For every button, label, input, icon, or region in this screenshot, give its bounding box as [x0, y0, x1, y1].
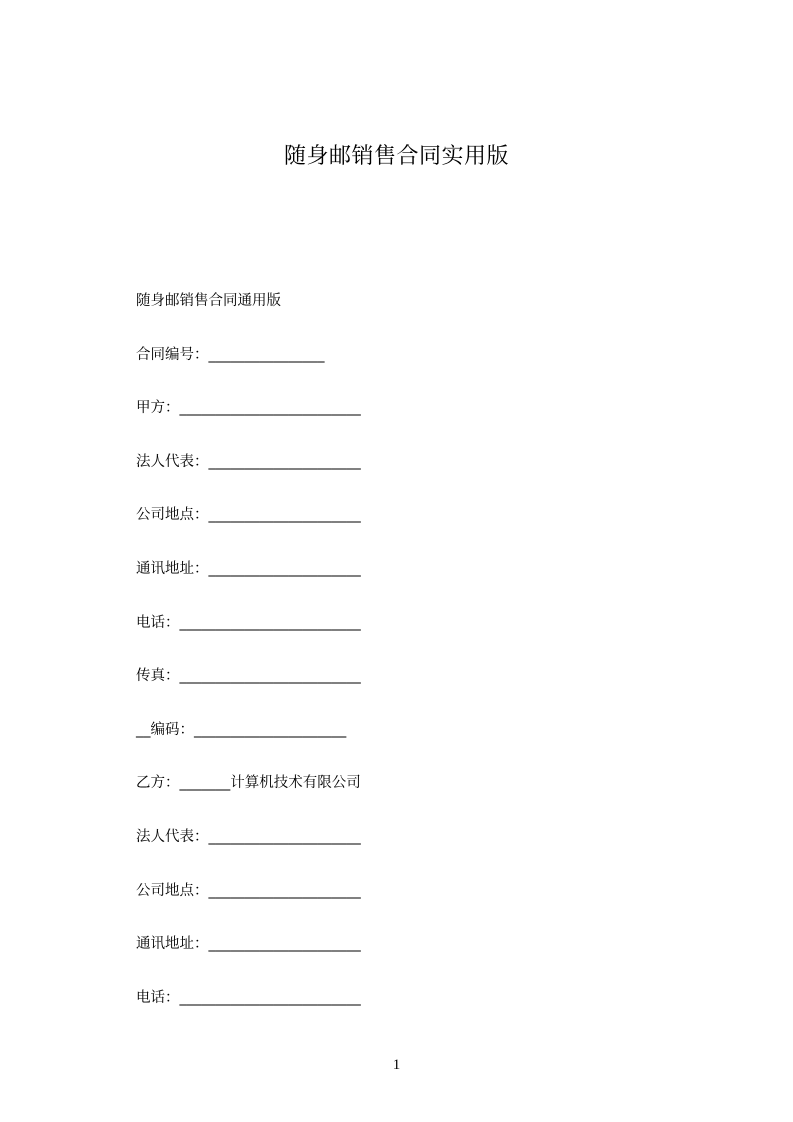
- party-b-company-location-line: 公司地点：_____________________: [136, 882, 361, 899]
- contract-body: [136, 288, 656, 1038]
- party-b-line: 乙方：_______计算机技术有限公司: [136, 775, 361, 792]
- contract-number-line: 合同编号：________________: [136, 346, 325, 363]
- party-b-mailing-address-line: 通讯地址：_____________________: [136, 936, 361, 953]
- party-a-line: 甲方：_________________________: [136, 400, 361, 417]
- party-a-mailing-address-line: 通讯地址：_____________________: [136, 560, 361, 577]
- page-number: 1: [392, 1057, 401, 1073]
- contract-subtitle: 随身邮销售合同通用版: [136, 293, 281, 309]
- document-title: 随身邮销售合同实用版: [283, 144, 509, 169]
- party-a-fax-line: 传真：_________________________: [136, 668, 361, 685]
- party-a-postcode-line: __编码：_____________________: [136, 721, 347, 738]
- party-a-company-location-line: 公司地点：_____________________: [136, 507, 361, 524]
- party-b-phone-line: 电话：_________________________: [136, 989, 361, 1006]
- party-a-legal-rep-line: 法人代表：_____________________: [136, 453, 361, 470]
- party-a-phone-line: 电话：_________________________: [136, 614, 361, 631]
- party-b-legal-rep-line: 法人代表：_____________________: [136, 828, 361, 845]
